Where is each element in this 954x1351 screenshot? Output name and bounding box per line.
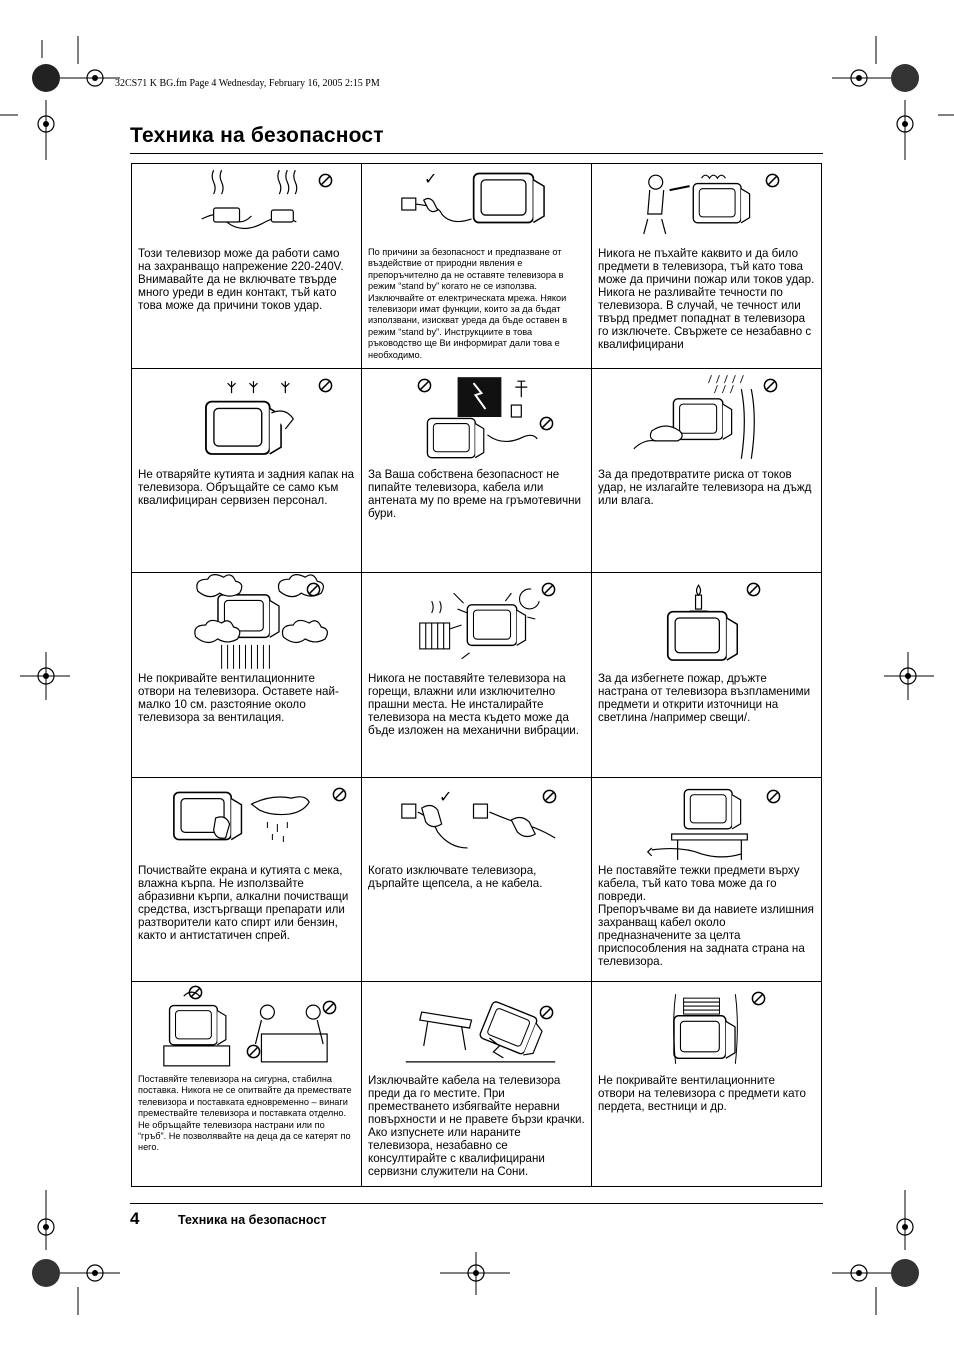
safety-item-text: За да избегнете пожар, дръжте настрана от телевизора възпламеними предмети и открити източници на светлина /например свещи/.	[598, 672, 811, 724]
heat-sun-tv-icon	[362, 573, 591, 673]
safety-item-text: За Ваша собствена безопасност не пипайте телевизора, кабела или антената му по време на гръмотевични бури.	[368, 468, 582, 520]
safety-item	[592, 573, 821, 778]
prohibition-icon	[322, 1000, 337, 1015]
cleaning-cloth-icon	[132, 778, 361, 878]
page-title: Техника на безопасност	[130, 124, 384, 147]
prohibition-icon	[306, 582, 321, 597]
safety-item	[362, 573, 592, 778]
safety-grid	[131, 163, 822, 1187]
prohibition-icon	[539, 1005, 554, 1020]
prohibition-icon	[751, 991, 766, 1006]
title-divider	[130, 153, 823, 154]
covered-vents-icon	[592, 982, 821, 1082]
prohibition-icon	[318, 378, 333, 393]
lightning-storm-icon	[362, 369, 591, 469]
safety-item-text: По причини за безопасност и предпазване от въздействие от природни явления е препоръчително да не оставяте телевизора в режим “stand by” когато не се използва. Изключвайте от електрическата мрежа. Някои телевизори имат функции, които за да бъдат използвани, изискват уреда да бъде оставен в режим “stand by”. Инструкциите в това ръководство ще Ви информират дали това е необходимо.	[368, 247, 568, 360]
safety-item	[592, 164, 821, 369]
safety-item-text: Този телевизор може да работи само на захранващо напрежение 220-240V. Внимавайте да не включвате твърде много уреди в един контакт, тъй като това може да причини токов удар.	[138, 247, 344, 312]
prohibition-icon	[417, 378, 432, 393]
safety-item-text: Когато изключвате телевизора, дърпайте щепсела, а не кабела.	[368, 864, 543, 890]
prohibition-icon	[541, 582, 556, 597]
allowed-check-icon: ✓	[424, 169, 438, 188]
allowed-check-icon: ✓	[439, 787, 453, 806]
file-info-header: 32CS71 K BG.fm Page 4 Wednesday, February 16, 2005 2:15 PM	[115, 78, 380, 89]
safety-item	[362, 982, 592, 1186]
safety-item	[132, 164, 362, 369]
safety-item	[592, 369, 821, 573]
safety-item-text: Поставяйте телевизора на сигурна, стабилна поставка. Никога не се опитвайте да премествате телевизора и поставката едновременно – винаги премествайте телевизора и поставката отделно. Не обръщайте телевизора настрани или по “гръб”. Не позволявайте на деца да се катерят по него.	[138, 1074, 352, 1153]
prohibition-icon	[766, 789, 781, 804]
candle-on-tv-icon	[592, 573, 821, 673]
safety-item	[592, 778, 821, 982]
prohibition-icon	[332, 787, 347, 802]
safety-item	[132, 573, 362, 778]
cable-under-stand-icon	[592, 778, 821, 878]
safety-item-text: Почиствайте екрана и кутията с мека, влажна кърпа. Не използвайте абразивни кърпи, алкални почистващи средства, изстъргващи препарати или разтворители като спирт или бензин, както и антистатичен спрей.	[138, 864, 349, 942]
ventilation-clearance-icon	[132, 573, 361, 673]
falling-tv-icon	[362, 982, 591, 1082]
safety-item-text: Не поставяйте тежки предмети върху кабела, тъй като това може да го повреди. Препоръчваме ви да навиете излишния захранващ кабел около предназначените за целта приспособления на задната страна на телевизора.	[598, 864, 814, 968]
safety-item-text: Не покривайте вентилационните отвори на телевизора. Оставете най-малко 10 см. разстояние около телевизора за вентилация.	[138, 672, 339, 724]
prohibition-icon	[542, 789, 557, 804]
safety-item	[132, 778, 362, 982]
safety-item	[132, 369, 362, 573]
prohibition-icon	[246, 1044, 261, 1059]
safety-item-text: Никога не поставяйте телевизора на горещи, влажни или изключително прашни места. Не инсталирайте телевизора на места където може да бъде изложен на механични вибрации.	[368, 672, 579, 737]
prohibition-icon	[765, 173, 780, 188]
safety-item-text: Не покривайте вентилационните отвори на телевизора с предмети като пердета, вестници и др.	[598, 1074, 806, 1113]
prohibition-icon	[318, 173, 333, 188]
safety-item	[592, 982, 821, 1186]
rain-on-tv-icon	[592, 369, 821, 469]
safety-item	[362, 778, 592, 982]
prohibition-icon	[763, 378, 778, 393]
tv-on-stand-children-icon	[132, 982, 361, 1082]
page-number: 4	[130, 1209, 140, 1228]
footer-divider	[130, 1203, 823, 1204]
prohibition-icon	[746, 582, 761, 597]
prohibition-icon	[188, 985, 203, 1000]
safety-item	[362, 164, 592, 369]
safety-item-text: Никога не пъхайте каквито и да било предмети в телевизора, тъй като това може да причини пожар или токов удар. Никога не разливайте течности по телевизора. В случай, че течност или твърд предмет попаднат в телевизора го изключете. Свържете се незабавно с квалифицирани	[598, 247, 815, 351]
safety-item	[362, 369, 592, 573]
footer-title: Техника на безопасност	[178, 1213, 327, 1227]
safety-item-text: За да предотвратите риска от токов удар, не излагайте телевизора на дъжд или влага.	[598, 468, 812, 507]
safety-item-text: Изключвайте кабела на телевизора преди да го местите. При преместването избягвайте неравни повърхности и не правете бързи крачки. Ако изпуснете или нараните телевизора, незабавно се консултирайте с квалифицирани сервизни служители на Сони.	[368, 1074, 585, 1178]
safety-item-text: Не отваряйте кутията и задния капак на телевизора. Обръщайте се само към квалифициран сервизен персонал.	[138, 468, 355, 507]
prohibition-icon	[539, 416, 554, 431]
safety-item	[132, 982, 362, 1186]
